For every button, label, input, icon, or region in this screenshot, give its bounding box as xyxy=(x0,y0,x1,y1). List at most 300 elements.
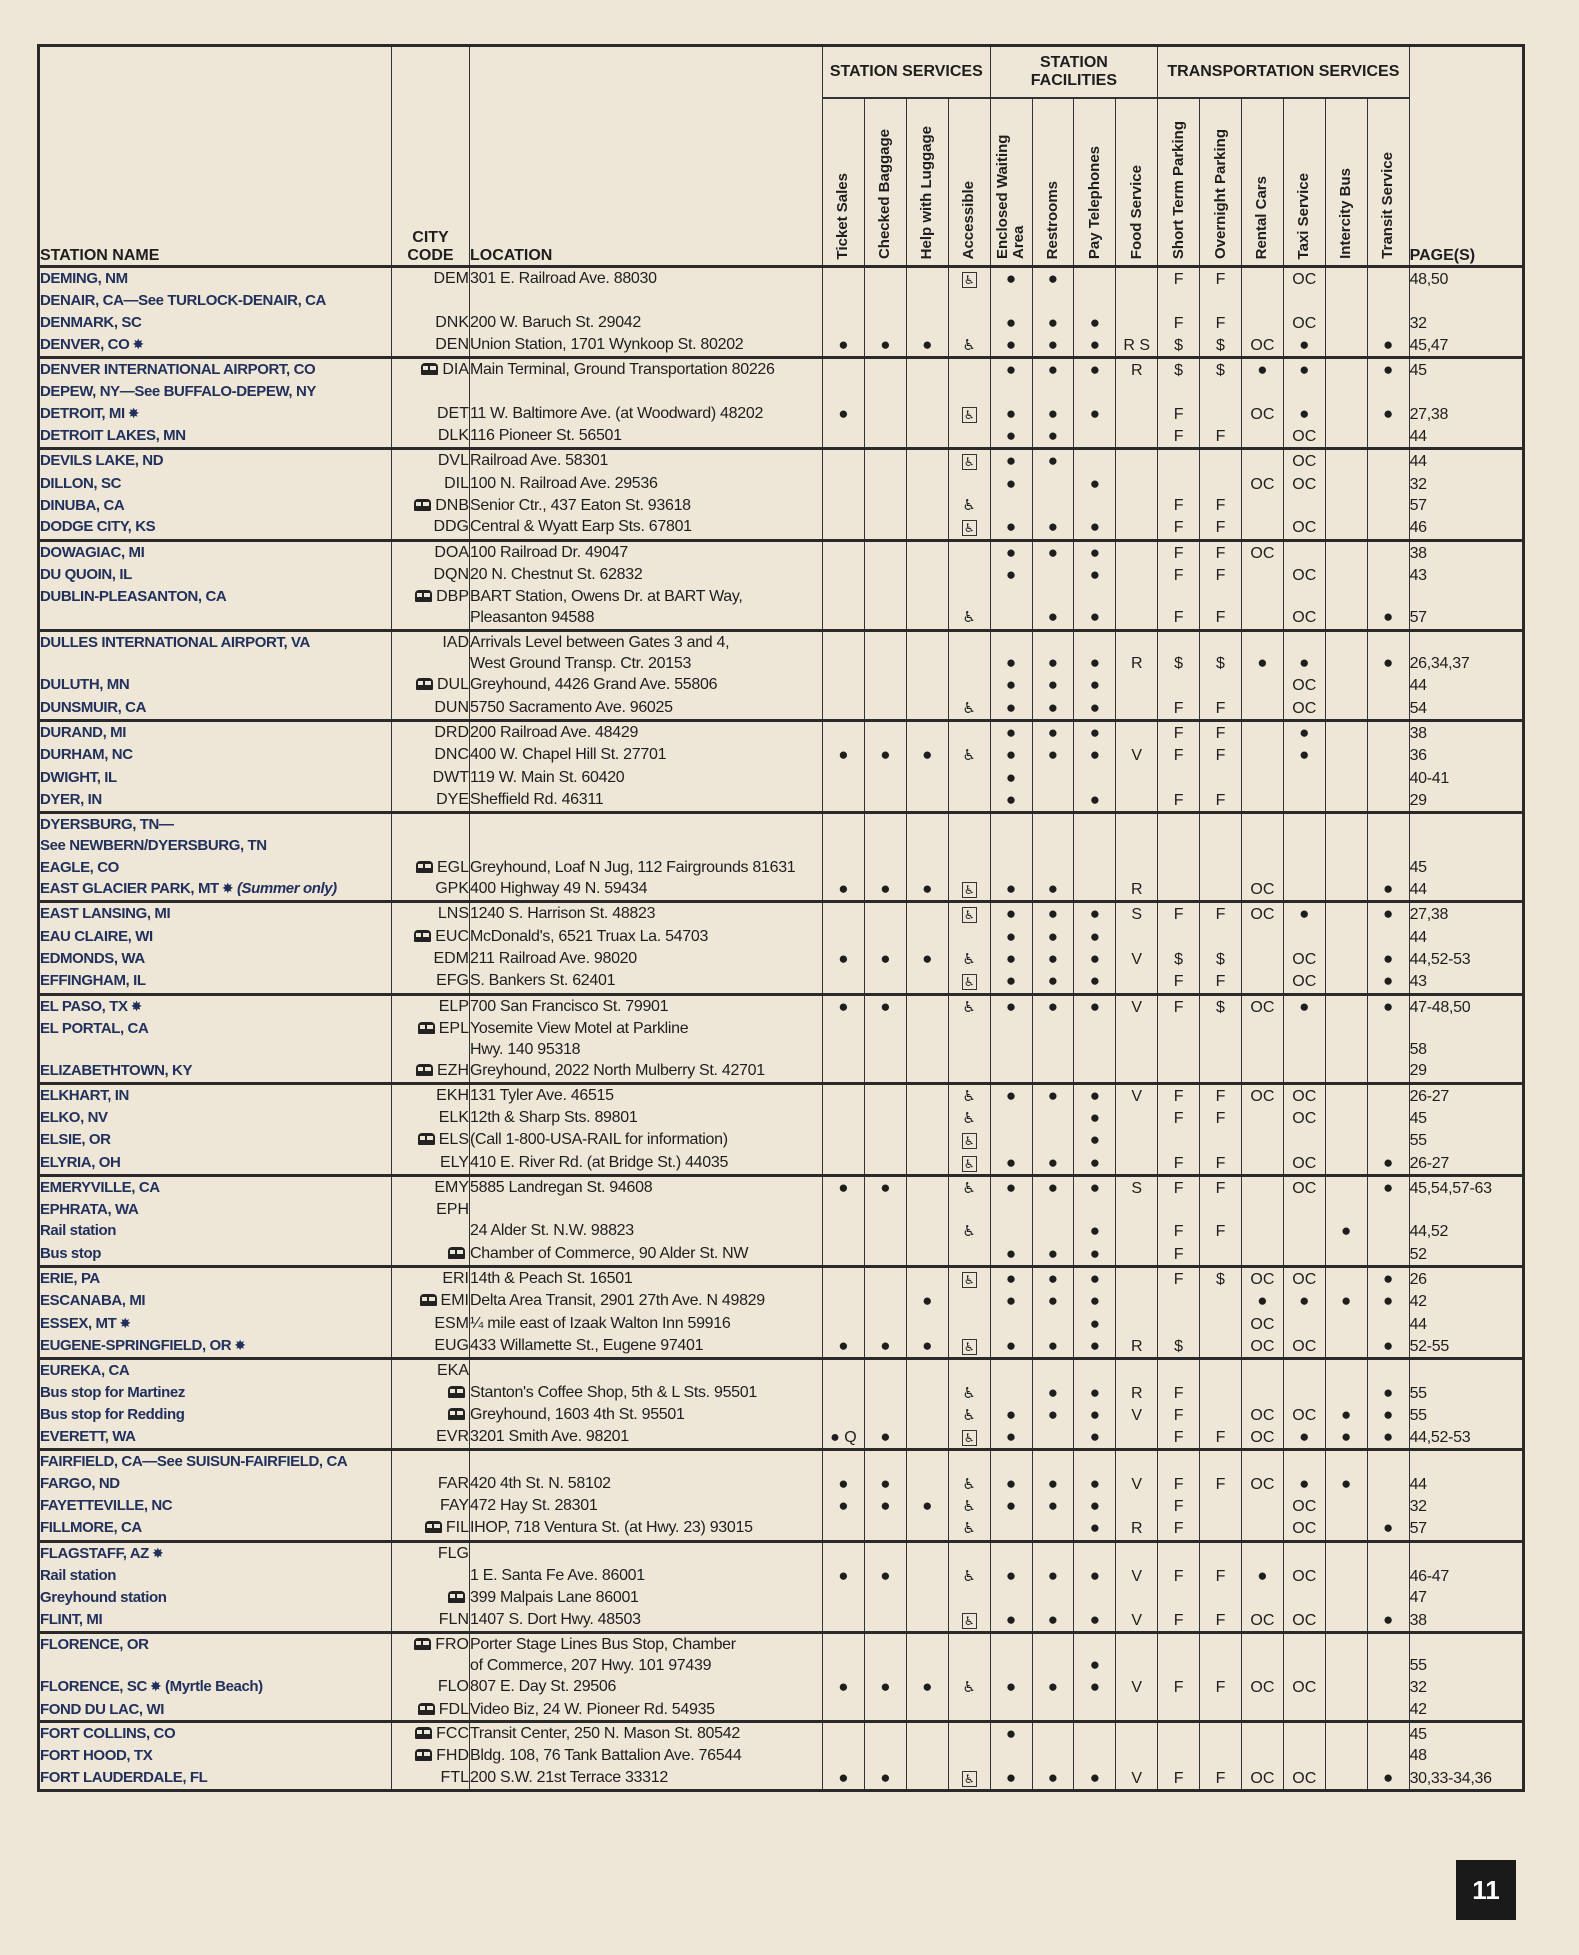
station-name-cell xyxy=(39,1359,392,1382)
service-cell xyxy=(1032,334,1074,358)
service-cell xyxy=(990,1541,1032,1565)
service-cell xyxy=(1158,1175,1200,1199)
service-cell xyxy=(1032,857,1074,878)
station-name: DULLES INTERNATIONAL AIRPORT, VA xyxy=(40,633,310,651)
service-cell xyxy=(990,1426,1032,1450)
city-code-cell xyxy=(392,902,470,926)
city-code-cell xyxy=(392,1313,470,1335)
pages-cell xyxy=(1409,1313,1523,1335)
service-cell xyxy=(864,403,906,425)
service-cell xyxy=(1116,948,1158,970)
dot-icon: ● xyxy=(1382,1152,1394,1172)
dot-icon: ● xyxy=(1382,607,1394,627)
service-cell xyxy=(1200,495,1242,516)
service-cell xyxy=(906,789,948,813)
bus-icon xyxy=(448,1591,465,1603)
location-cell xyxy=(470,697,823,721)
service-value: OC xyxy=(1250,881,1275,899)
star-icon: ✸ xyxy=(130,998,142,1015)
city-code: DIL xyxy=(444,474,469,492)
service-cell xyxy=(906,1565,948,1587)
service-cell xyxy=(1074,1220,1116,1242)
service-cell xyxy=(990,449,1032,473)
dot-icon: ● xyxy=(880,1565,891,1585)
service-cell xyxy=(948,1243,990,1267)
pages-cell xyxy=(1409,1152,1523,1176)
dot-icon: ● xyxy=(1089,1427,1100,1447)
service-cell xyxy=(1032,473,1074,495)
dot-icon: ● xyxy=(1005,1152,1017,1172)
table-row xyxy=(39,564,1524,586)
accessible-boxed-icon: ♿ xyxy=(963,1273,975,1288)
location-cell xyxy=(470,1267,823,1291)
service-cell xyxy=(1200,835,1242,856)
service-cell xyxy=(864,449,906,473)
city-code: DDG xyxy=(433,518,469,536)
service-cell xyxy=(1032,267,1074,291)
service-cell xyxy=(1032,1426,1074,1450)
station-name: EAST GLACIER PARK, MT xyxy=(40,880,219,898)
service-cell xyxy=(990,312,1032,334)
dot-icon: ● xyxy=(1089,971,1100,991)
city-code-cell xyxy=(392,1199,470,1220)
table-row xyxy=(39,1083,1524,1107)
service-cell xyxy=(1283,1359,1325,1382)
service-cell xyxy=(1241,381,1283,402)
city-code: DRD xyxy=(434,723,469,741)
table-row xyxy=(39,1152,1524,1176)
dot-icon: ● xyxy=(1382,360,1394,380)
service-cell xyxy=(823,1517,865,1541)
pages: 44 xyxy=(1409,428,1427,446)
location-cell xyxy=(470,970,823,994)
location-line: Transit Center, 250 N. Mason St. 80542 xyxy=(470,1725,740,1742)
service-cell xyxy=(1032,1175,1074,1199)
service-cell xyxy=(823,1359,865,1382)
service-value: F xyxy=(1173,496,1184,514)
service-cell xyxy=(1158,1060,1200,1083)
station-name: FAIRFIELD, CA—See SUISUN-FAIRFIELD, CA xyxy=(40,1453,348,1471)
table-row xyxy=(39,1495,1524,1517)
service-cell xyxy=(1283,1699,1325,1722)
service-cell xyxy=(823,878,865,902)
pages-cell xyxy=(1409,540,1523,564)
pages-cell xyxy=(1409,586,1523,630)
service-value: OC xyxy=(1292,519,1317,537)
service-cell xyxy=(1283,1565,1325,1587)
service-cell xyxy=(948,403,990,425)
service-cell xyxy=(1283,1152,1325,1176)
service-cell xyxy=(948,334,990,358)
service-cell xyxy=(1200,1335,1242,1359)
service-value: $ xyxy=(1216,655,1225,673)
dot-icon: ● xyxy=(1005,675,1017,695)
service-value: F xyxy=(1173,1271,1184,1289)
header-column-transit-service xyxy=(1367,98,1409,267)
service-cell xyxy=(823,1152,865,1176)
table-row xyxy=(39,1359,1524,1382)
service-value: OC xyxy=(1250,1475,1275,1493)
service-cell xyxy=(990,1404,1032,1426)
dot-icon: ● xyxy=(1005,789,1017,809)
service-value: F xyxy=(1173,1475,1184,1493)
service-cell xyxy=(990,1175,1032,1199)
service-cell xyxy=(823,630,865,674)
city-code-cell xyxy=(392,767,470,789)
service-cell xyxy=(1116,878,1158,902)
service-cell xyxy=(948,1129,990,1151)
table-row xyxy=(39,267,1524,291)
service-value: OC xyxy=(1292,609,1317,627)
city-code: DQN xyxy=(433,565,469,583)
service-cell xyxy=(1367,674,1409,696)
dot-icon: ● xyxy=(1089,1107,1100,1127)
location-line: 131 Tyler Ave. 46515 xyxy=(470,1086,614,1104)
service-cell xyxy=(1116,586,1158,630)
city-code: FLG xyxy=(437,1544,469,1562)
service-cell xyxy=(1325,1290,1367,1312)
service-cell xyxy=(948,1404,990,1426)
dot-icon: ● xyxy=(1047,451,1059,471)
service-value: OC xyxy=(1292,1679,1317,1697)
dot-icon: ● xyxy=(1299,904,1310,924)
city-code: FHD xyxy=(436,1747,469,1765)
station-name: DINUBA, CA xyxy=(40,496,125,514)
service-cell xyxy=(1116,1359,1158,1382)
service-cell xyxy=(1325,1107,1367,1129)
dot-icon: ● xyxy=(1047,1243,1059,1263)
station-name: FLORENCE, OR xyxy=(40,1635,149,1653)
accessible-icon: ♿ xyxy=(962,1086,976,1105)
pages: 55 xyxy=(1409,1406,1427,1424)
service-cell xyxy=(906,1107,948,1129)
pages: 46 xyxy=(1409,519,1427,537)
service-value: F xyxy=(1173,1087,1184,1105)
service-cell xyxy=(1325,1152,1367,1176)
bus-icon xyxy=(448,1247,465,1259)
service-cell xyxy=(1116,449,1158,473)
service-cell xyxy=(1241,1107,1283,1129)
service-cell xyxy=(1241,878,1283,902)
service-cell xyxy=(864,744,906,766)
service-cell xyxy=(1200,1382,1242,1404)
service-value: F xyxy=(1215,496,1226,514)
service-cell xyxy=(990,516,1032,540)
service-cell xyxy=(1367,358,1409,382)
pages-cell xyxy=(1409,813,1523,836)
service-cell xyxy=(990,473,1032,495)
station-group xyxy=(39,267,1524,358)
pages: 48 xyxy=(1409,1747,1427,1765)
accessible-icon: ♿ xyxy=(962,1405,976,1424)
service-cell xyxy=(1241,1745,1283,1766)
service-value: OC xyxy=(1250,475,1275,493)
service-cell xyxy=(990,1587,1032,1608)
service-cell xyxy=(1367,1722,1409,1746)
station-group xyxy=(39,630,1524,720)
city-code-cell xyxy=(392,312,470,334)
accessible-icon: ♿ xyxy=(962,1108,976,1127)
table-row xyxy=(39,586,1524,630)
service-cell xyxy=(1074,1083,1116,1107)
service-cell xyxy=(1158,813,1200,836)
service-cell xyxy=(1074,586,1116,630)
accessible-boxed-icon: ♿ xyxy=(963,908,975,923)
station-note: (Summer only) xyxy=(236,880,337,898)
location-cell xyxy=(470,813,823,836)
station-name: DEVILS LAKE, ND xyxy=(40,452,164,470)
service-cell xyxy=(1241,1609,1283,1633)
service-cell xyxy=(906,994,948,1018)
location-cell xyxy=(470,1404,823,1426)
service-cell xyxy=(1283,835,1325,856)
location-line: 1407 S. Dort Hwy. 48503 xyxy=(470,1610,641,1628)
city-code: FLO xyxy=(437,1678,469,1696)
header-column-label: Rental Cars xyxy=(1253,175,1271,259)
dot-icon: ● xyxy=(1005,1496,1017,1516)
service-cell xyxy=(1158,1152,1200,1176)
header-column-label: Short Term Parking xyxy=(1169,120,1187,259)
station-name-cell xyxy=(39,902,392,926)
service-cell xyxy=(1283,1587,1325,1608)
service-cell xyxy=(990,381,1032,402)
location-line: 807 E. Day St. 29506 xyxy=(470,1678,617,1696)
city-code: ELK xyxy=(438,1108,469,1126)
service-cell xyxy=(1241,312,1283,334)
location-line: Central & Wyatt Earp Sts. 67801 xyxy=(470,518,692,536)
location-cell xyxy=(470,586,823,630)
dot-icon: ● xyxy=(1257,360,1268,380)
station-name: DEPEW, NY—See BUFFALO-DEPEW, NY xyxy=(40,383,316,401)
service-cell xyxy=(864,630,906,674)
header-column-accessible xyxy=(948,98,990,267)
service-cell xyxy=(1116,1313,1158,1335)
location-line: Yosemite View Motel at Parkline xyxy=(470,1019,689,1037)
service-cell xyxy=(1116,697,1158,721)
service-cell xyxy=(864,1745,906,1766)
dot-icon: ● xyxy=(1382,1404,1394,1424)
service-value: OC xyxy=(1292,1611,1317,1629)
service-cell xyxy=(1367,1745,1409,1766)
service-value: F xyxy=(1173,1567,1184,1585)
service-cell xyxy=(1200,630,1242,674)
service-cell xyxy=(1241,1313,1283,1335)
service-cell xyxy=(1367,1426,1409,1450)
accessible-boxed-icon: ♿ xyxy=(963,1771,975,1786)
service-cell xyxy=(1032,540,1074,564)
service-cell xyxy=(1241,1152,1283,1176)
service-cell xyxy=(1325,902,1367,926)
city-code: FRO xyxy=(435,1635,469,1653)
service-cell xyxy=(1158,1220,1200,1242)
dot-icon: ● xyxy=(1089,517,1100,537)
dot-icon: ● xyxy=(1005,767,1017,787)
city-code: LNS xyxy=(437,905,469,923)
service-cell xyxy=(1367,1767,1409,1791)
service-value: S xyxy=(1131,1179,1143,1197)
service-cell xyxy=(1032,813,1074,836)
service-cell xyxy=(948,857,990,878)
service-cell xyxy=(823,1175,865,1199)
service-cell xyxy=(1241,1517,1283,1541)
service-cell xyxy=(1367,381,1409,402)
service-cell xyxy=(906,744,948,766)
station-group xyxy=(39,720,1524,812)
dot-icon: ● xyxy=(1005,904,1017,924)
service-cell xyxy=(1283,1083,1325,1107)
header-column-label: Taxi Service xyxy=(1295,172,1313,259)
table-row xyxy=(39,334,1524,358)
service-cell xyxy=(990,1290,1032,1312)
service-cell xyxy=(823,1129,865,1151)
service-cell xyxy=(1367,1382,1409,1404)
pages: 58 xyxy=(1409,1041,1427,1059)
service-value: F xyxy=(1215,519,1226,537)
service-cell xyxy=(1032,1541,1074,1565)
dot-icon: ● xyxy=(1047,675,1059,695)
service-cell xyxy=(1074,994,1116,1018)
service-cell xyxy=(1074,1267,1116,1291)
service-cell xyxy=(1241,789,1283,813)
dot-icon: ● xyxy=(1047,334,1059,354)
dot-icon: ● xyxy=(1005,360,1017,380)
city-code-cell xyxy=(392,381,470,402)
service-cell xyxy=(1200,564,1242,586)
station-name-cell xyxy=(39,1107,392,1129)
service-cell xyxy=(1032,425,1074,449)
accessible-boxed-icon: ♿ xyxy=(963,883,975,898)
service-value: F xyxy=(1173,1769,1184,1787)
bus-icon xyxy=(414,1638,431,1650)
location-line: 14th & Peach St. 16501 xyxy=(470,1270,633,1288)
service-value: F xyxy=(1173,271,1184,288)
station-name-cell xyxy=(39,1473,392,1495)
service-cell xyxy=(1241,1083,1283,1107)
service-cell xyxy=(990,1267,1032,1291)
service-cell xyxy=(1325,948,1367,970)
service-cell xyxy=(823,1632,865,1676)
service-cell xyxy=(1200,1632,1242,1676)
table-row xyxy=(39,1676,1524,1698)
location-line: Stanton's Coffee Shop, 5th & L Sts. 95501 xyxy=(470,1383,757,1401)
station-name-cell xyxy=(39,878,392,902)
service-cell xyxy=(1158,358,1200,382)
pages-cell xyxy=(1409,334,1523,358)
station-name-cell xyxy=(39,1313,392,1335)
service-cell xyxy=(1325,358,1367,382)
service-cell xyxy=(948,312,990,334)
dot-icon: ● xyxy=(1047,653,1059,673)
station-group xyxy=(39,540,1524,630)
dot-icon: ● xyxy=(838,745,849,765)
service-cell xyxy=(1032,1243,1074,1267)
dot-icon: ● xyxy=(1047,403,1059,423)
service-cell xyxy=(990,1199,1032,1220)
location-line: 12th & Sharp Sts. 89801 xyxy=(470,1108,638,1126)
location-line: 200 S.W. 21st Terrace 33312 xyxy=(470,1768,668,1786)
city-code-cell xyxy=(392,358,470,382)
service-cell xyxy=(948,697,990,721)
city-code-cell xyxy=(392,1335,470,1359)
service-cell xyxy=(1241,334,1283,358)
service-cell xyxy=(1241,1335,1283,1359)
location-cell xyxy=(470,1335,823,1359)
service-cell xyxy=(1032,1495,1074,1517)
service-cell xyxy=(1325,744,1367,766)
service-cell xyxy=(1283,1495,1325,1517)
service-cell xyxy=(1074,1565,1116,1587)
service-cell xyxy=(1074,1335,1116,1359)
service-cell xyxy=(990,720,1032,744)
service-cell xyxy=(1241,1495,1283,1517)
header-column-label: Food Service xyxy=(1127,164,1145,259)
station-name-cell xyxy=(39,789,392,813)
service-cell xyxy=(1367,1129,1409,1151)
service-cell xyxy=(823,381,865,402)
pages-cell xyxy=(1409,1699,1523,1722)
service-cell xyxy=(1241,630,1283,674)
city-code-cell xyxy=(392,697,470,721)
pages-cell xyxy=(1409,630,1523,674)
service-value: OC xyxy=(1250,998,1275,1016)
station-name: FLAGSTAFF, AZ xyxy=(40,1544,149,1562)
location-line: S. Bankers St. 62401 xyxy=(470,972,616,990)
station-name-cell xyxy=(39,1199,392,1220)
service-cell xyxy=(823,902,865,926)
service-cell xyxy=(1283,813,1325,836)
pages-cell xyxy=(1409,1676,1523,1698)
pages: 48,50 xyxy=(1409,271,1449,288)
table-row xyxy=(39,1267,1524,1291)
service-cell xyxy=(1367,1450,1409,1473)
service-cell xyxy=(1116,835,1158,856)
service-cell xyxy=(1283,1220,1325,1242)
service-cell xyxy=(990,1473,1032,1495)
service-cell xyxy=(1367,1175,1409,1199)
pages: 55 xyxy=(1409,1384,1427,1402)
service-cell xyxy=(823,586,865,630)
dot-icon: ● xyxy=(1089,789,1100,809)
service-value: OC xyxy=(1292,271,1317,288)
service-value: F xyxy=(1173,428,1184,446)
service-cell xyxy=(948,1290,990,1312)
pages-cell xyxy=(1409,1565,1523,1587)
service-cell xyxy=(1367,813,1409,836)
location-line: Delta Area Transit, 2901 27th Ave. N 49829 xyxy=(470,1292,765,1310)
service-cell xyxy=(1283,1267,1325,1291)
service-cell xyxy=(1325,1426,1367,1450)
service-cell xyxy=(1116,1676,1158,1698)
service-cell xyxy=(1116,1199,1158,1220)
service-cell xyxy=(990,425,1032,449)
service-cell xyxy=(823,1541,865,1565)
station-name: DUNSMUIR, CA xyxy=(40,698,147,716)
city-code-cell xyxy=(392,948,470,970)
service-cell xyxy=(1032,1587,1074,1608)
dot-icon: ● xyxy=(1089,1291,1100,1311)
service-cell xyxy=(1283,1745,1325,1766)
service-cell xyxy=(1367,926,1409,948)
pages: 29 xyxy=(1409,791,1427,809)
service-cell xyxy=(1074,789,1116,813)
service-cell xyxy=(1074,1767,1116,1791)
service-cell xyxy=(906,1382,948,1404)
service-cell xyxy=(1367,1290,1409,1312)
table-row xyxy=(39,813,1524,836)
service-value: OC xyxy=(1292,1769,1317,1787)
dot-icon: ● xyxy=(1047,1767,1059,1787)
service-cell xyxy=(1032,674,1074,696)
